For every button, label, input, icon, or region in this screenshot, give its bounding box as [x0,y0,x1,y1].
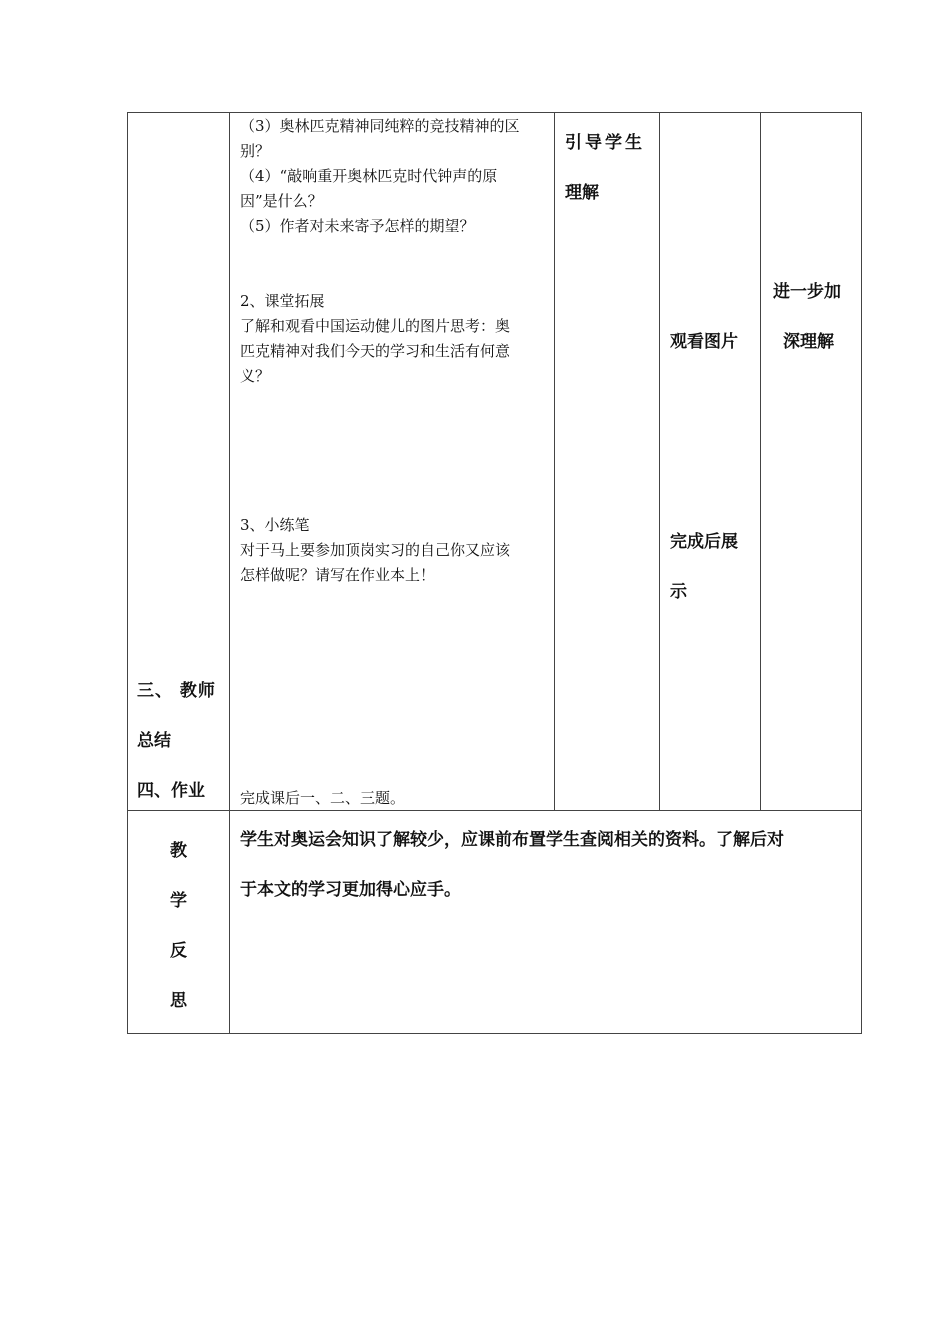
lesson-plan-table [127,112,862,1034]
teacher-activity-line2: 理解 [565,183,599,203]
reflection-row [128,811,862,1034]
reflection-line2: 于本文的学习更加得心应手。 [240,880,461,900]
section-2-line1: 了解和观看中国运动健儿的图片思考：奥 [240,317,511,335]
reflection-label-cell [128,811,230,1034]
teacher-activity-line1: 引导学生 [565,133,645,153]
design-intent-line2: 深理解 [783,332,834,352]
question-3-line2: 别？ [240,142,271,160]
section-2-title: 2、课堂拓展 [240,292,325,310]
section-3-line2: 怎样做呢？请写在作业本上！ [240,566,436,584]
view-pictures-label: 观看图片 [670,332,738,352]
teaching-process-row [128,113,862,811]
show-after-complete-line1: 完成后展 [670,532,738,552]
reflection-line1: 学生对奥运会知识了解较少，应课前布置学生查阅相关的资料。了解后对 [240,830,784,850]
summary-label: 总结 [137,731,171,751]
teacher-summary-label: 三、 教师 [137,681,216,701]
reflection-label-char-1: 教 [170,841,187,861]
section-2-line2: 匹克精神对我们今天的学习和生活有何意 [240,342,511,360]
question-5: （5）作者对未来寄予怎样的期望？ [240,217,475,235]
homework-text: 完成课后一、二、三题。 [240,789,406,807]
design-intent-cell [761,113,862,811]
reflection-label-char-2: 学 [170,891,187,911]
stage-cell [128,113,230,811]
section-2-line3: 义？ [240,367,271,385]
section-3-title: 3、小练笔 [240,516,310,534]
design-intent-line1: 进一步加 [773,282,841,302]
content-cell [230,113,555,811]
reflection-content-cell [230,811,862,1034]
question-3-line1: （3）奥林匹克精神同纯粹的竞技精神的区 [240,117,520,135]
reflection-label-char-4: 思 [170,991,187,1011]
section-3-line1: 对于马上要参加顶岗实习的自己你又应该 [240,541,511,559]
question-4-line1: （4）“敲响重开奥林匹克时代钟声的原 [240,167,498,185]
question-4-line2: 因”是什么？ [240,192,323,210]
show-after-complete-line2: 示 [670,582,687,602]
student-activity-cell [660,113,761,811]
reflection-label-char-3: 反 [170,941,187,961]
homework-label: 四、作业 [137,781,205,801]
teacher-activity-cell [555,113,660,811]
